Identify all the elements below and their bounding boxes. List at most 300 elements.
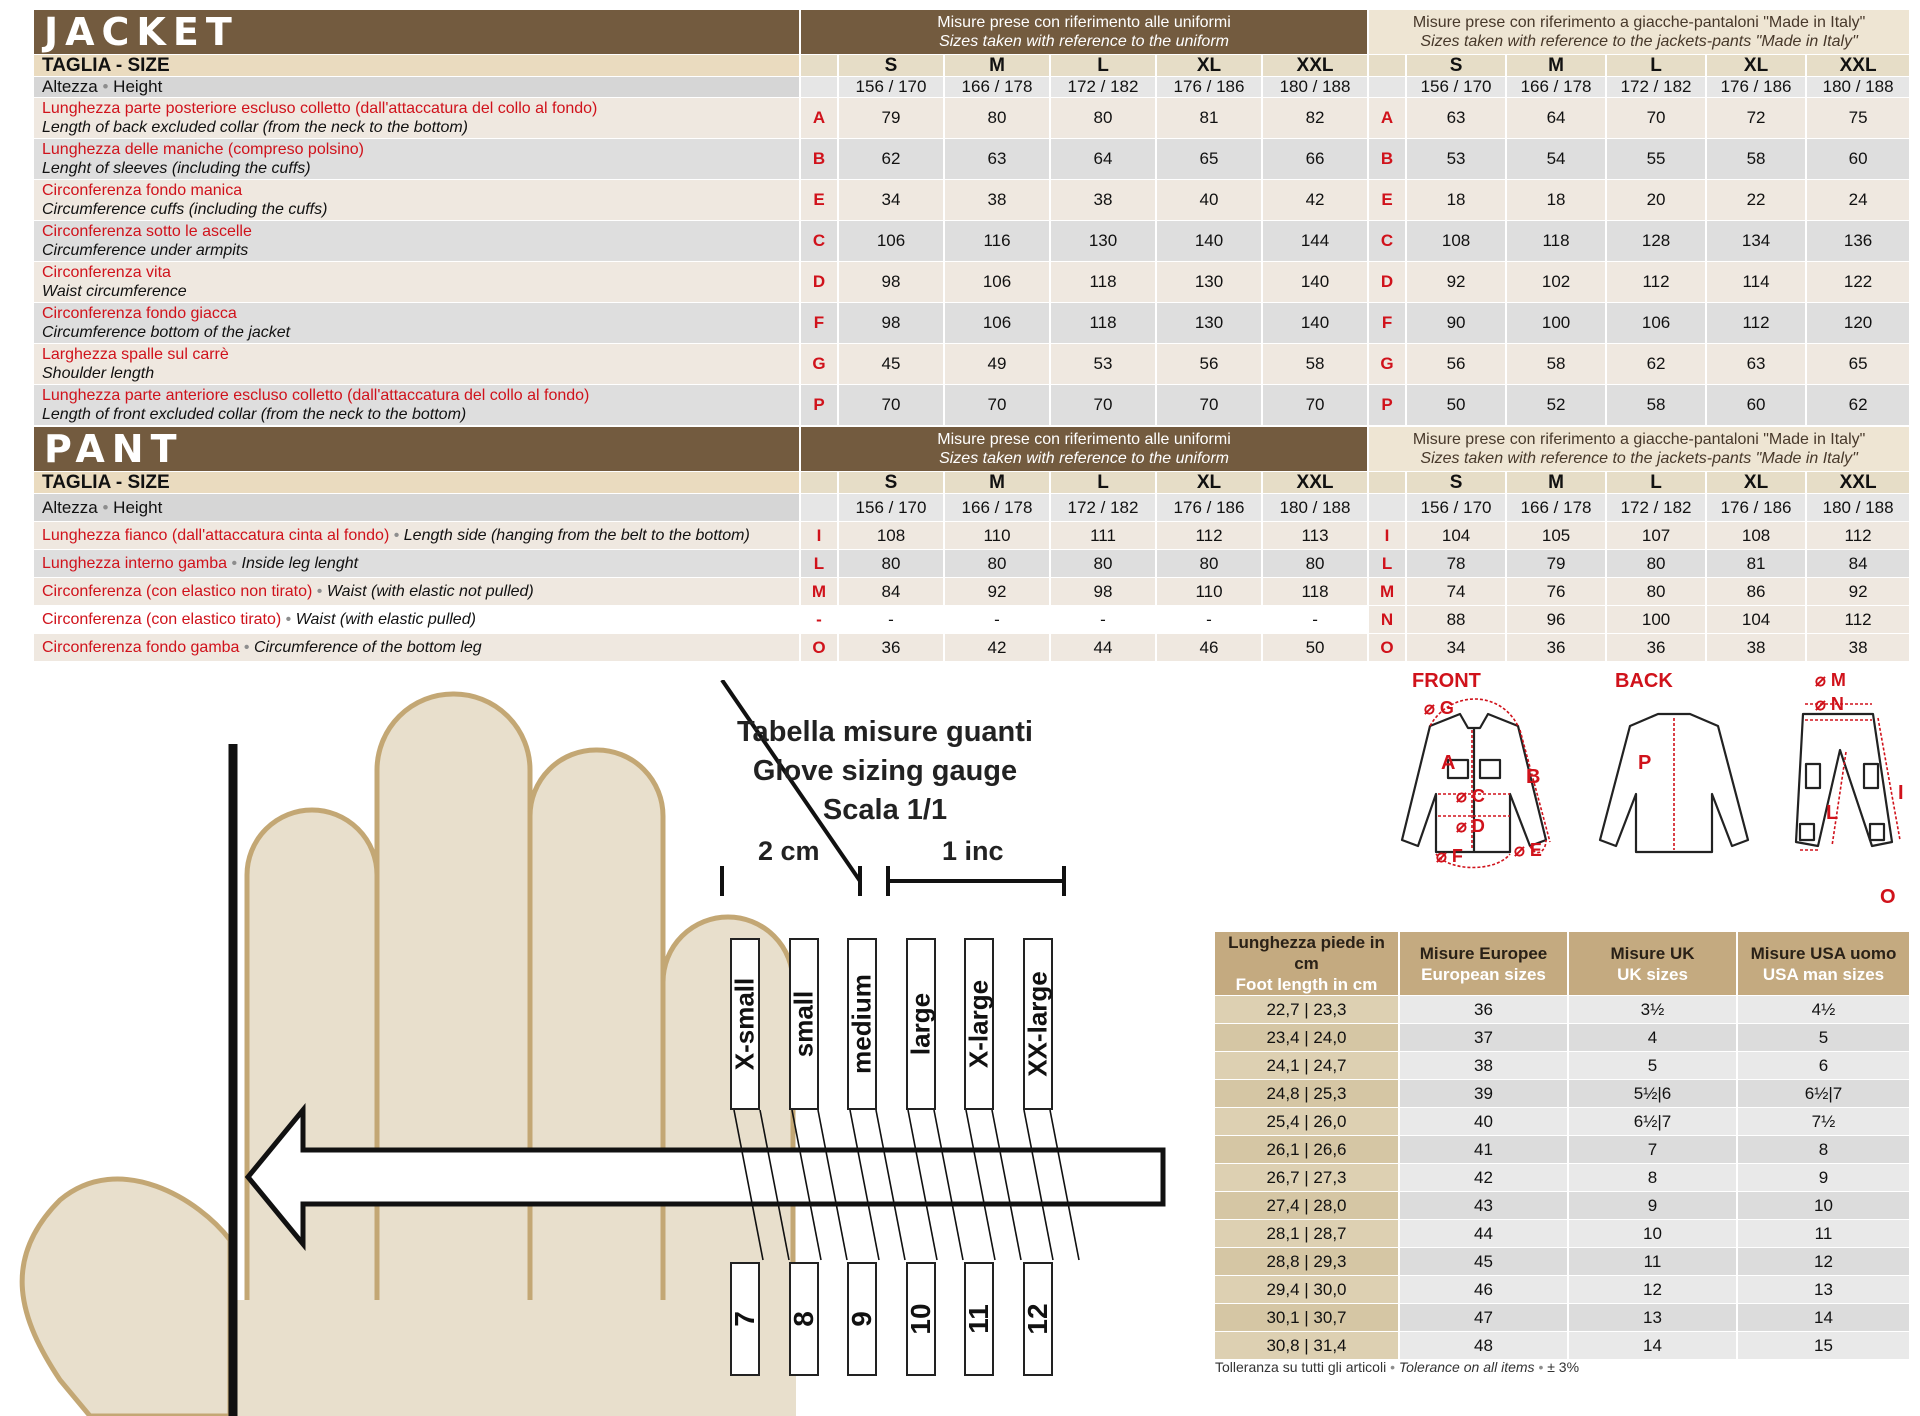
measure-value: 22 (1706, 180, 1806, 221)
measure-value: 64 (1050, 139, 1156, 180)
shoe-cell: 26,1 | 26,6 (1215, 1136, 1399, 1164)
measure-label (34, 98, 800, 139)
measure-label: Circonferenza (con elastico tirato) • Waist (with elastic pulled) (34, 606, 800, 634)
shoe-cell: 47 (1399, 1304, 1568, 1332)
measure-value: 56 (1156, 344, 1262, 385)
measure-letter: - (800, 606, 838, 634)
shoe-cell: 9 (1568, 1192, 1737, 1220)
shoe-cell: 41 (1399, 1136, 1568, 1164)
measure-value: 50 (1406, 385, 1506, 426)
measure-label: Lunghezza fianco (dall'attaccatura cinta al fondo) • Length side (hanging from the belt to the bottom) (34, 522, 800, 550)
measure-label-en: Circumference bottom of the jacket (42, 324, 291, 341)
shoe-cell: 6½|7 (1737, 1080, 1910, 1108)
measure-value: 108 (838, 522, 944, 550)
measure-label-it: Lunghezza parte posteriore escluso colletto (dall'attaccatura del collo al fondo) (42, 100, 598, 117)
measure-value: 56 (1406, 344, 1506, 385)
measure-value: 120 (1806, 303, 1910, 344)
diagram-letter-b: B (1526, 766, 1541, 788)
shoe-cell: 5 (1737, 1024, 1910, 1052)
size-xl: XL (1706, 472, 1806, 494)
glove-size-number (847, 1262, 877, 1376)
measure-value: 53 (1406, 139, 1506, 180)
measure-value: 63 (944, 139, 1050, 180)
hand-finger (247, 810, 377, 1370)
banner-en: Sizes taken with reference to the jackets-pants "Made in Italy" (1420, 33, 1858, 50)
shoe-cell: 7½ (1737, 1108, 1910, 1136)
size-xxl: XXL (1806, 472, 1910, 494)
height-cell: 156 / 170 (838, 77, 944, 98)
measure-value: 75 (1806, 98, 1910, 139)
measure-label (34, 139, 800, 180)
glove-number-label: 10 (904, 1303, 936, 1335)
shoe-cell: 5½|6 (1568, 1080, 1737, 1108)
measure-label-it: Circonferenza fondo gamba (42, 639, 240, 656)
measure-value: 80 (838, 550, 944, 578)
shoe-cell: 6½|7 (1568, 1108, 1737, 1136)
height-label: Altezza • Height (34, 77, 800, 98)
measure-value: 105 (1506, 522, 1606, 550)
shoe-cell: 43 (1399, 1192, 1568, 1220)
shoe-cell: 30,8 | 31,4 (1215, 1332, 1399, 1360)
shoe-cell: 29,4 | 30,0 (1215, 1276, 1399, 1304)
glove-number-label: 12 (1021, 1303, 1053, 1335)
pant-title: PANT (34, 427, 800, 472)
shoe-cell: 24,8 | 25,3 (1215, 1080, 1399, 1108)
measure-value: 140 (1262, 262, 1368, 303)
diagram-letter-l: L (1826, 802, 1839, 824)
jacket-measure-row (34, 139, 1910, 180)
shoe-cell: 8 (1737, 1136, 1910, 1164)
measure-label-it: Circonferenza vita (42, 264, 171, 281)
measure-letter: D (800, 262, 838, 303)
measure-letter: F (1368, 303, 1406, 344)
measure-value: 60 (1806, 139, 1910, 180)
measure-value: 53 (1050, 344, 1156, 385)
shoe-cell: 46 (1399, 1276, 1568, 1304)
shoe-row (1215, 1080, 1910, 1108)
measure-value: 24 (1806, 180, 1910, 221)
banner-en: Sizes taken with reference to the jackets-pants "Made in Italy" (1420, 450, 1858, 467)
measure-value: 90 (1406, 303, 1506, 344)
measure-label-it: Circonferenza fondo giacca (42, 305, 237, 322)
measure-label-it: Larghezza spalle sul carrè (42, 346, 229, 363)
pant-measure-row (34, 634, 1910, 662)
diagram-letter-a: A (1441, 752, 1456, 774)
shoe-cell: 24,1 | 24,7 (1215, 1052, 1399, 1080)
jacket-title: JACKET (34, 10, 800, 55)
measure-value: 130 (1156, 303, 1262, 344)
measure-value: 80 (1050, 550, 1156, 578)
measure-value: 34 (1406, 634, 1506, 662)
measure-value: 118 (1506, 221, 1606, 262)
shoe-cell: 27,4 | 28,0 (1215, 1192, 1399, 1220)
measure-value: 49 (944, 344, 1050, 385)
measure-value: 70 (1050, 385, 1156, 426)
glove-number-label: 7 (729, 1311, 760, 1327)
size-xxl: XXL (1806, 55, 1910, 77)
measure-value: 18 (1406, 180, 1506, 221)
diagram-letter-g: ⌀ G (1424, 698, 1454, 718)
measure-value: 81 (1156, 98, 1262, 139)
measure-value: 70 (1156, 385, 1262, 426)
glove-size-box (906, 938, 936, 1110)
measure-value: 36 (1506, 634, 1606, 662)
measure-value: 108 (1406, 221, 1506, 262)
height-cell: 176 / 186 (1706, 494, 1806, 522)
glove-size-label: XX-large (1022, 971, 1052, 1077)
diagram-letter-c: ⌀ C (1456, 786, 1485, 806)
measure-value: 130 (1050, 221, 1156, 262)
shoe-cell: 28,8 | 29,3 (1215, 1248, 1399, 1276)
shoe-row (1215, 1220, 1910, 1248)
glove-size-number (789, 1262, 819, 1376)
measure-value: 130 (1156, 262, 1262, 303)
shoe-cell: 12 (1737, 1248, 1910, 1276)
measure-value: 50 (1262, 634, 1368, 662)
measure-value: 114 (1706, 262, 1806, 303)
size-xxl: XXL (1262, 472, 1368, 494)
measure-value: 44 (1050, 634, 1156, 662)
shoe-header-foot: Lunghezza piede in cm Foot length in cm (1215, 932, 1399, 996)
measure-value: 76 (1506, 578, 1606, 606)
banner-it: Misure prese con riferimento a giacche-pantaloni "Made in Italy" (1412, 431, 1866, 448)
measure-value: 86 (1706, 578, 1806, 606)
measure-value: 136 (1806, 221, 1910, 262)
measure-label (34, 262, 800, 303)
measure-label-en: Waist (with elastic not pulled) (326, 583, 534, 600)
shoe-cell: 15 (1737, 1332, 1910, 1360)
size-header-row (34, 472, 1910, 494)
size-xl: XL (1706, 55, 1806, 77)
measure-value: 52 (1506, 385, 1606, 426)
diagram-letter-e: ⌀ E (1514, 840, 1542, 860)
measure-value: 65 (1806, 344, 1910, 385)
size-s: S (838, 472, 944, 494)
measure-value: 113 (1262, 522, 1368, 550)
measure-value: 110 (944, 522, 1050, 550)
measure-label-it: Circonferenza fondo manica (42, 182, 243, 199)
measure-value: 80 (1606, 550, 1706, 578)
measure-value: 81 (1706, 550, 1806, 578)
shoe-cell: 14 (1568, 1332, 1737, 1360)
glove-title (700, 713, 1070, 830)
shoe-header-row (1215, 932, 1910, 996)
measure-value: 58 (1606, 385, 1706, 426)
height-cell: 156 / 170 (1406, 77, 1506, 98)
shoe-cell: 9 (1737, 1164, 1910, 1192)
height-cell: 176 / 186 (1156, 77, 1262, 98)
measure-value: 140 (1156, 221, 1262, 262)
measure-label-en: Length of back excluded collar (from the neck to the bottom) (42, 119, 469, 136)
shoe-cell: 37 (1399, 1024, 1568, 1052)
measure-value: 106 (944, 262, 1050, 303)
banner-it: Misure prese con riferimento alle uniformi (937, 14, 1231, 31)
measure-value: 66 (1262, 139, 1368, 180)
measure-label: Circonferenza (con elastico non tirato) • Waist (with elastic not pulled) (34, 578, 800, 606)
measure-value: 58 (1706, 139, 1806, 180)
shoe-cell: 42 (1399, 1164, 1568, 1192)
pant-measure-row (34, 578, 1910, 606)
shoe-cell: 5 (1568, 1052, 1737, 1080)
hand-finger (377, 694, 530, 1384)
size-xl: XL (1156, 472, 1262, 494)
height-cell: 172 / 182 (1606, 494, 1706, 522)
measure-value: 42 (1262, 180, 1368, 221)
measure-label-it: Circonferenza sotto le ascelle (42, 223, 252, 240)
measure-value: 107 (1606, 522, 1706, 550)
measure-value: 36 (838, 634, 944, 662)
measure-label (34, 180, 800, 221)
measure-label-it: Lunghezza delle maniche (compreso polsino) (42, 141, 364, 158)
measure-value: 64 (1506, 98, 1606, 139)
height-cell: 180 / 188 (1262, 77, 1368, 98)
measure-label-it: Lunghezza interno gamba (42, 555, 228, 572)
measure-label (34, 221, 800, 262)
measure-value: 82 (1262, 98, 1368, 139)
measure-value: 80 (1606, 578, 1706, 606)
diagram-letter-i: I (1898, 782, 1904, 804)
measure-value: - (1262, 606, 1368, 634)
size-l: L (1050, 55, 1156, 77)
measure-value: 38 (1706, 634, 1806, 662)
measure-label-en: Waist circumference (42, 283, 187, 300)
shoe-cell: 4 (1568, 1024, 1737, 1052)
measure-letter: O (1368, 634, 1406, 662)
shoe-row (1215, 996, 1910, 1024)
measure-label: Circonferenza fondo gamba • Circumference of the bottom leg (34, 634, 800, 662)
measure-letter: A (800, 98, 838, 139)
pant-size-table (34, 427, 1911, 662)
measure-letter: F (800, 303, 838, 344)
shoe-cell: 28,1 | 28,7 (1215, 1220, 1399, 1248)
diagram-letter-o: O (1880, 886, 1896, 908)
shoe-cell: 36 (1399, 996, 1568, 1024)
measure-value: 92 (1406, 262, 1506, 303)
shoe-cell: 12 (1568, 1276, 1737, 1304)
glove-size-box (1023, 938, 1053, 1110)
jacket-measure-row (34, 262, 1910, 303)
shoe-row (1215, 1108, 1910, 1136)
measure-value: 88 (1406, 606, 1506, 634)
shoe-cell: 11 (1737, 1220, 1910, 1248)
tolerance-note: Tolleranza su tutti gli articoli • Tolerance on all items • ± 3% (1215, 1359, 1580, 1375)
size-header-row (34, 55, 1910, 77)
shoe-cell: 44 (1399, 1220, 1568, 1248)
height-cell: 176 / 186 (1156, 494, 1262, 522)
diagram-letter-p: P (1638, 752, 1652, 774)
measure-label (34, 303, 800, 344)
glove-size-label: X-small (729, 977, 760, 1071)
height-cell: 172 / 182 (1050, 494, 1156, 522)
measure-value: 118 (1050, 262, 1156, 303)
measure-value: 128 (1606, 221, 1706, 262)
measure-value: 20 (1606, 180, 1706, 221)
measure-value: 40 (1156, 180, 1262, 221)
measure-value: 63 (1706, 344, 1806, 385)
size-label: TAGLIA - SIZE (34, 55, 800, 77)
garment-diagrams (1360, 690, 1920, 910)
measure-value: 70 (838, 385, 944, 426)
glove-size-number (1023, 1262, 1053, 1376)
pant-measure-row (34, 522, 1910, 550)
height-cell: 166 / 178 (944, 494, 1050, 522)
glove-size-label: large (905, 992, 935, 1056)
measure-label-en: Shoulder length (42, 365, 155, 382)
measure-value: 34 (838, 180, 944, 221)
height-cell: 176 / 186 (1706, 77, 1806, 98)
measure-value: 70 (1262, 385, 1368, 426)
measure-value: 110 (1156, 578, 1262, 606)
shoe-cell: 7 (1568, 1136, 1737, 1164)
measure-value: 100 (1606, 606, 1706, 634)
jacket-measure-row (34, 221, 1910, 262)
size-m: M (944, 55, 1050, 77)
shoe-header-uk: Misure UK UK sizes (1568, 932, 1737, 996)
measure-value: 134 (1706, 221, 1806, 262)
shoe-cell: 11 (1568, 1248, 1737, 1276)
glove-size-number (964, 1262, 994, 1376)
measure-value: 84 (1806, 550, 1910, 578)
glove-size-label: small (788, 990, 818, 1058)
banner-it: Misure prese con riferimento alle uniformi (937, 431, 1231, 448)
shoe-cell: 48 (1399, 1332, 1568, 1360)
measure-letter: E (800, 180, 838, 221)
measure-letter: B (1368, 139, 1406, 180)
height-cell: 180 / 188 (1806, 77, 1910, 98)
size-m: M (944, 472, 1050, 494)
measure-label (34, 344, 800, 385)
size-l: L (1606, 472, 1706, 494)
measure-value: 116 (944, 221, 1050, 262)
measure-label-en: Lenght of sleeves (including the cuffs) (42, 160, 311, 177)
hand-finger (530, 750, 663, 1390)
banner-en: Sizes taken with reference to the uniform (939, 450, 1229, 467)
shoe-cell: 4½ (1737, 996, 1910, 1024)
hand-thumb (22, 1179, 230, 1416)
measure-label (34, 385, 800, 426)
height-row (34, 77, 1910, 98)
shoe-row (1215, 1164, 1910, 1192)
measure-letter: G (1368, 344, 1406, 385)
glove-size-box (789, 938, 819, 1110)
measure-value: 80 (1050, 98, 1156, 139)
glove-size-label: medium (846, 974, 877, 1074)
size-s: S (1406, 472, 1506, 494)
glove-scale: Scala 1/1 (822, 794, 948, 826)
measure-value: 18 (1506, 180, 1606, 221)
measure-label-en: Circumference under armpits (42, 242, 249, 259)
measure-value: 112 (1806, 606, 1910, 634)
measure-label-it: Lunghezza parte anteriore escluso colletto (dall'attaccatura del collo al fondo) (42, 387, 590, 404)
measure-letter: I (800, 522, 838, 550)
measure-value: 79 (1506, 550, 1606, 578)
measure-letter: N (1368, 606, 1406, 634)
measure-value: 38 (944, 180, 1050, 221)
front-label: FRONT (1412, 670, 1481, 692)
shoe-cell: 23,4 | 24,0 (1215, 1024, 1399, 1052)
measure-label-en: Waist (with elastic pulled) (295, 611, 476, 628)
jacket-measure-row (34, 344, 1910, 385)
measure-letter: M (800, 578, 838, 606)
glove-number-label: 11 (963, 1304, 994, 1334)
measure-value: 58 (1262, 344, 1368, 385)
measure-letter: L (1368, 550, 1406, 578)
shoe-row (1215, 1276, 1910, 1304)
measure-value: 98 (838, 303, 944, 344)
shoe-row (1215, 1332, 1910, 1360)
measure-value: 92 (944, 578, 1050, 606)
jacket-measure-row (34, 385, 1910, 426)
shoe-cell: 13 (1737, 1276, 1910, 1304)
measure-value: 65 (1156, 139, 1262, 180)
measure-value: 112 (1806, 522, 1910, 550)
shoe-cell: 10 (1737, 1192, 1910, 1220)
glove-size-number (730, 1262, 760, 1376)
measure-value: - (944, 606, 1050, 634)
glove-size-box (730, 938, 760, 1110)
measure-value: 122 (1806, 262, 1910, 303)
measure-value: 80 (1156, 550, 1262, 578)
measure-value: 98 (1050, 578, 1156, 606)
shoe-cell: 39 (1399, 1080, 1568, 1108)
scale-label-inch: 1 inc (942, 836, 1004, 866)
shoe-row (1215, 1304, 1910, 1332)
measure-label: Lunghezza interno gamba • Inside leg lenght (34, 550, 800, 578)
measure-value: - (838, 606, 944, 634)
shoe-row (1215, 1052, 1910, 1080)
measure-letter: A (1368, 98, 1406, 139)
shoe-cell: 38 (1399, 1052, 1568, 1080)
pant-measure-row (34, 550, 1910, 578)
measure-letter: P (800, 385, 838, 426)
height-row (34, 494, 1910, 522)
measure-label-it: Lunghezza fianco (dall'attaccatura cinta al fondo) (42, 527, 390, 544)
measure-value: 42 (944, 634, 1050, 662)
shoe-row (1215, 1136, 1910, 1164)
measure-letter: O (800, 634, 838, 662)
measure-value: 104 (1406, 522, 1506, 550)
measure-value: 118 (1050, 303, 1156, 344)
size-xl: XL (1156, 55, 1262, 77)
measure-value: 112 (1706, 303, 1806, 344)
measure-value: 70 (944, 385, 1050, 426)
measure-value: 100 (1506, 303, 1606, 344)
shoe-cell: 45 (1399, 1248, 1568, 1276)
measure-value: 62 (1806, 385, 1910, 426)
measure-value: 79 (838, 98, 944, 139)
size-label: TAGLIA - SIZE (34, 472, 800, 494)
measure-value: 72 (1706, 98, 1806, 139)
shoe-cell: 6 (1737, 1052, 1910, 1080)
banner-en: Sizes taken with reference to the uniform (939, 33, 1229, 50)
glove-number-label: 8 (787, 1311, 819, 1327)
measure-label-en: Length of front excluded collar (from the neck to the bottom) (42, 406, 467, 423)
measure-label-en: Inside leg lenght (241, 555, 359, 572)
pant-measure-row (34, 606, 1910, 634)
measure-value: 80 (1262, 550, 1368, 578)
height-label: Altezza • Height (34, 494, 800, 522)
shoe-row (1215, 1024, 1910, 1052)
size-m: M (1506, 472, 1606, 494)
measure-value: 140 (1262, 303, 1368, 344)
height-cell: 166 / 178 (1506, 494, 1606, 522)
measure-value: 118 (1262, 578, 1368, 606)
measure-value: 92 (1806, 578, 1910, 606)
glove-size-number (906, 1262, 936, 1376)
shoe-row (1215, 1192, 1910, 1220)
measure-letter: G (800, 344, 838, 385)
measure-letter: P (1368, 385, 1406, 426)
